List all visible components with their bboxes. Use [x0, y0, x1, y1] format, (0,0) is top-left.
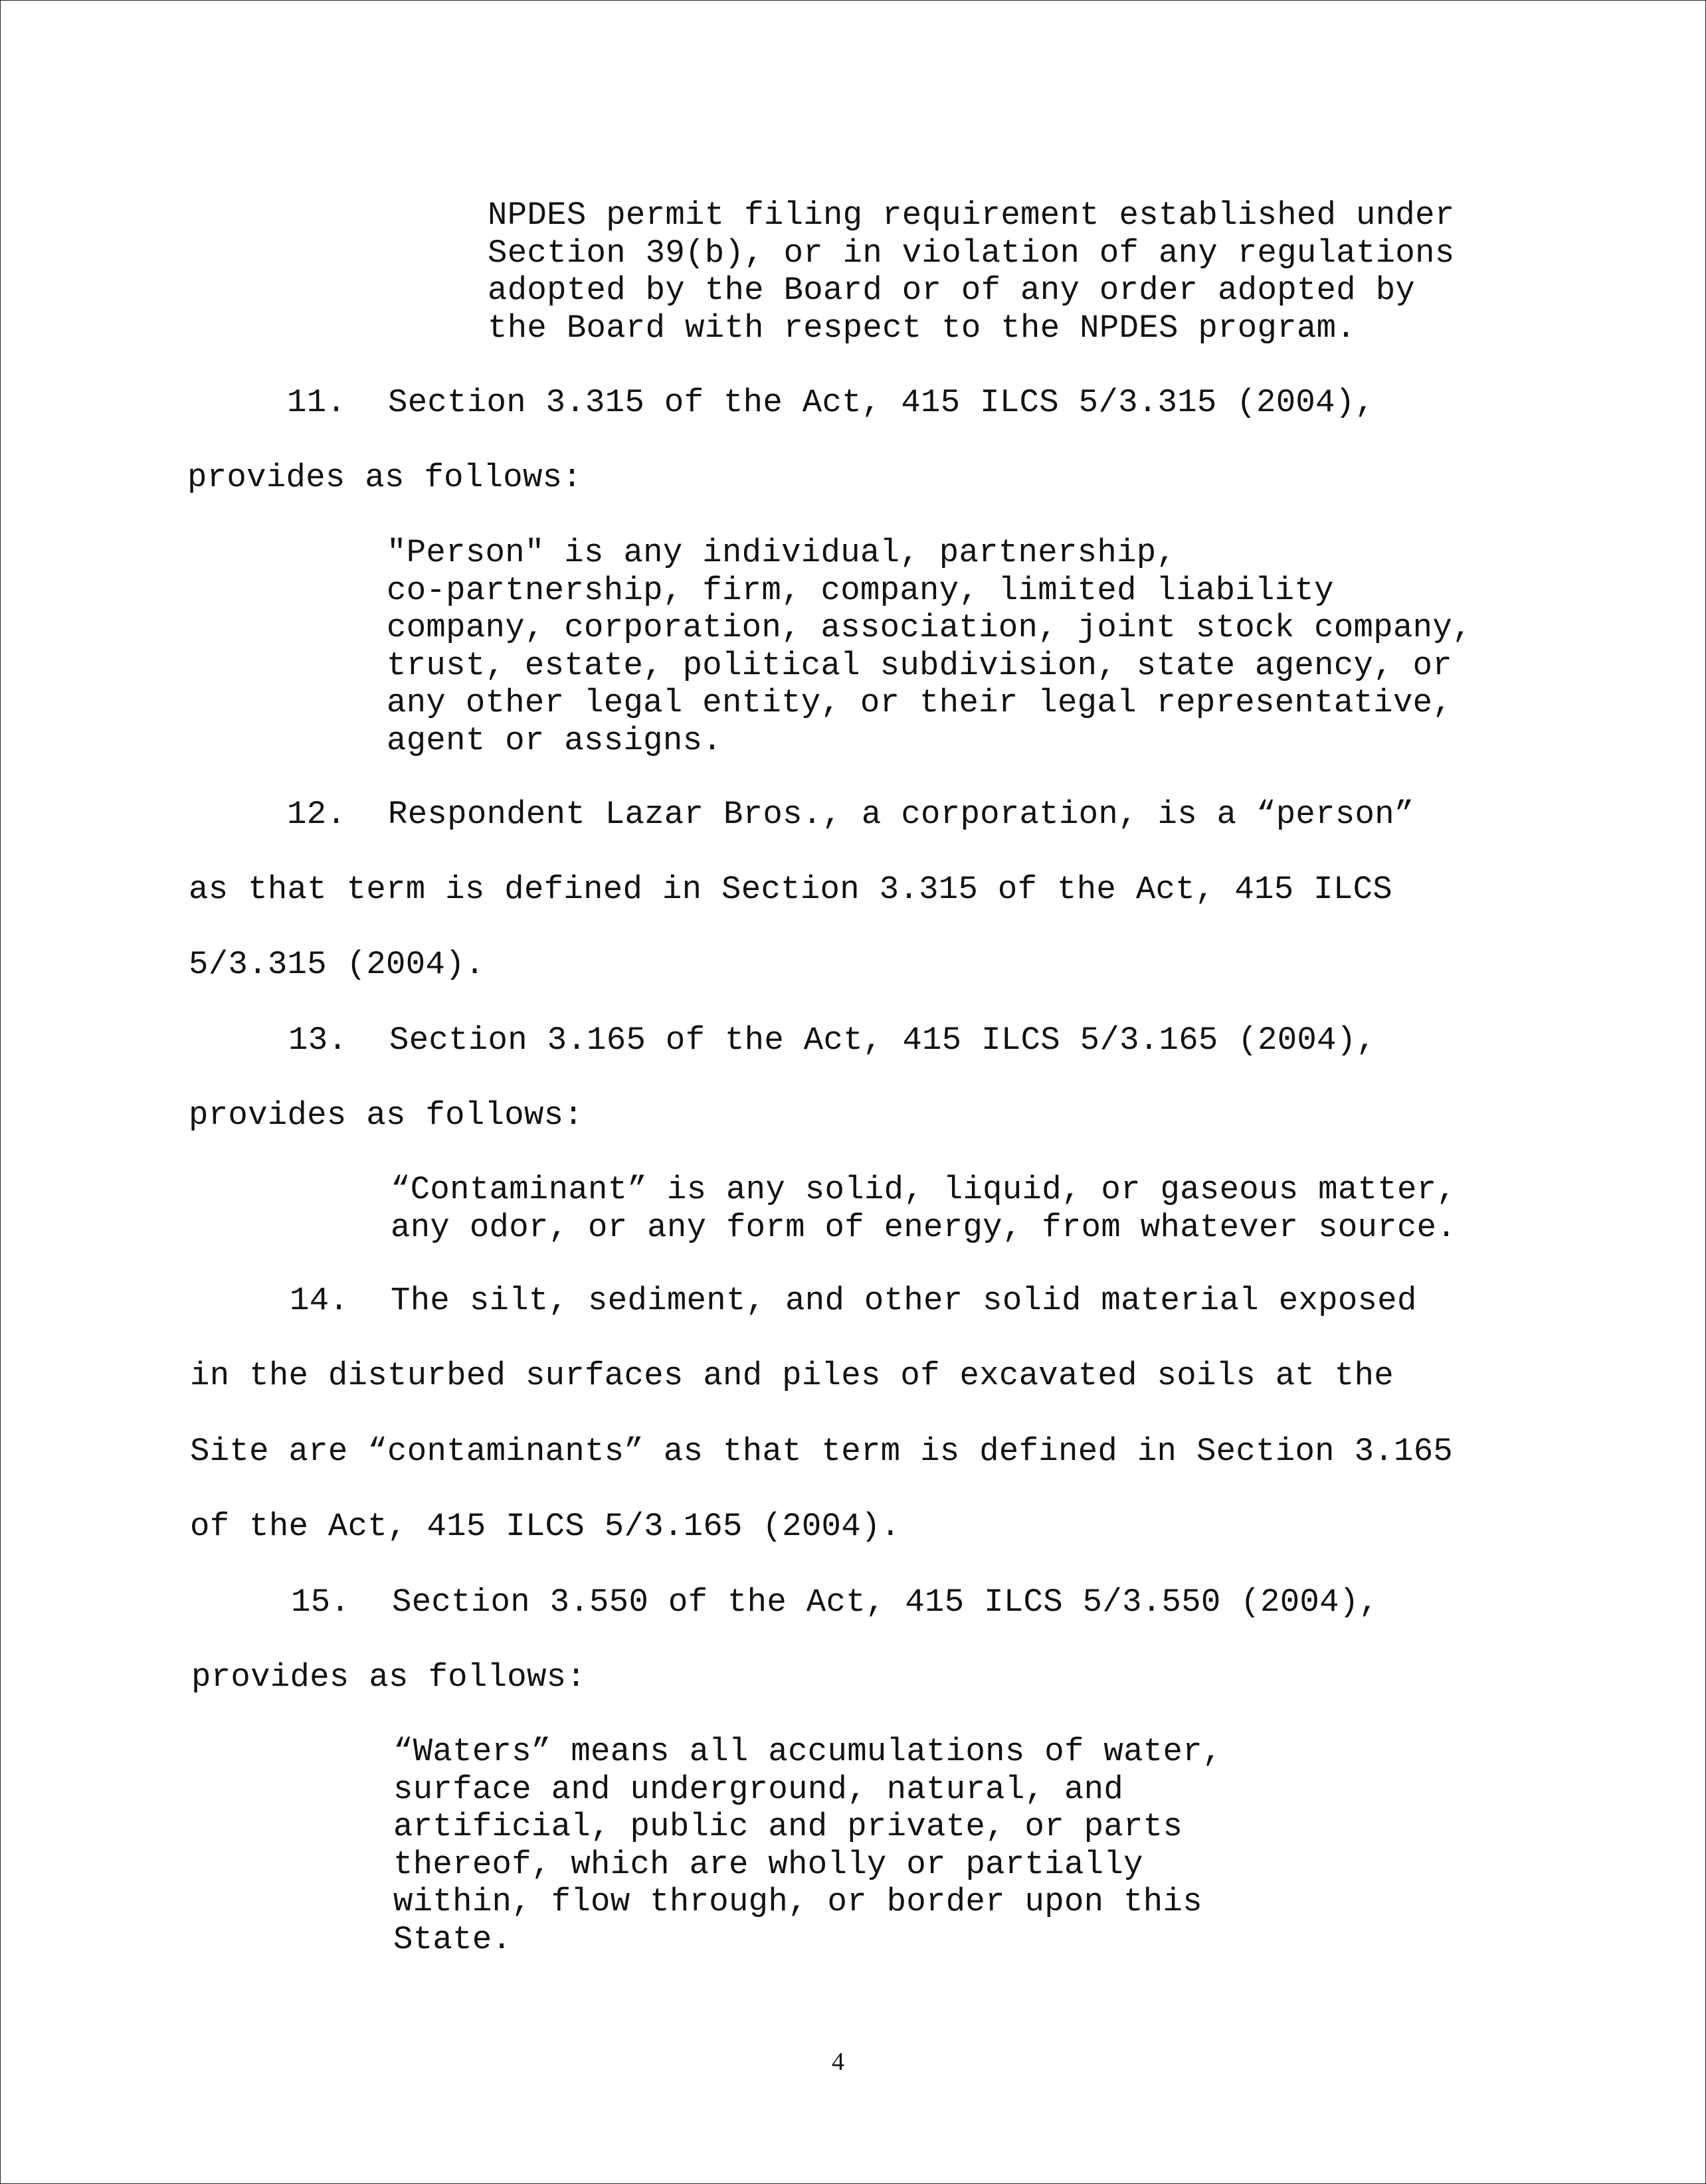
quote-line: agent or assigns.	[387, 721, 722, 759]
paragraph-15-line-1: Section 3.550 of the Act, 415 ILCS 5/3.550 (2004),	[392, 1584, 1379, 1621]
quote-line: surface and underground, natural, and	[393, 1770, 1124, 1808]
paragraph-number-15: 15.	[291, 1584, 351, 1621]
paragraph-number-11: 11.	[287, 384, 347, 421]
quote-line: any odor, or any form of energy, from whatever source.	[391, 1208, 1457, 1246]
paragraph-12-line-1: Respondent Lazar Bros., a corporation, is a “person”	[388, 796, 1414, 833]
paragraph-12-line-3: 5/3.315 (2004).	[189, 946, 485, 983]
quote-line: artificial, public and private, or parts	[393, 1808, 1183, 1845]
paragraph-11-line-1: Section 3.315 of the Act, 415 ILCS 5/3.315 (2004),	[388, 384, 1375, 421]
quote-line: trust, estate, political subdivision, state agency, or	[387, 646, 1453, 684]
paragraph-13-line-2: provides as follows:	[189, 1097, 584, 1134]
quote-line: the Board with respect to the NPDES program.	[488, 309, 1357, 347]
paragraph-12-line-2: as that term is defined in Section 3.315 of the Act, 415 ILCS	[189, 871, 1392, 908]
paragraph-number-14: 14.	[290, 1282, 349, 1319]
quote-line: "Person" is any individual, partnership,	[387, 534, 1177, 571]
paragraph-14-line-2: in the disturbed surfaces and piles of excavated soils at the	[190, 1357, 1394, 1394]
paragraph-11-line-2: provides as follows:	[187, 459, 583, 496]
quote-line: Section 39(b), or in violation of any regulations	[488, 234, 1455, 272]
paragraph-number-12: 12.	[287, 796, 347, 833]
quote-line: State.	[393, 1920, 512, 1958]
quote-line: NPDES permit filing requirement established under	[488, 197, 1455, 234]
quote-waters	[393, 1733, 1222, 1958]
paragraph-number-13: 13.	[288, 1022, 348, 1059]
paragraph-13-line-1: Section 3.165 of the Act, 415 ILCS 5/3.165 (2004),	[389, 1022, 1376, 1059]
quote-npdes	[488, 197, 1455, 347]
quote-line: “Contaminant” is any solid, liquid, or gaseous matter,	[391, 1171, 1457, 1208]
paragraph-14-line-1: The silt, sediment, and other solid material exposed	[391, 1282, 1417, 1319]
paragraph-15-line-2: provides as follows:	[191, 1659, 587, 1696]
quote-line: any other legal entity, or their legal representative,	[387, 684, 1453, 721]
quote-line: “Waters” means all accumulations of water,	[393, 1733, 1222, 1770]
page-number: 4	[832, 2048, 844, 2076]
quote-line: thereof, which are wholly or partially	[393, 1845, 1143, 1883]
quote-person	[387, 534, 1472, 759]
quote-line: adopted by the Board or of any order adopted by	[488, 272, 1416, 309]
paragraph-14-line-4: of the Act, 415 ILCS 5/3.165 (2004).	[190, 1508, 901, 1545]
paragraph-14-line-3: Site are “contaminants” as that term is defined in Section 3.165	[190, 1433, 1454, 1470]
quote-line: company, corporation, association, joint stock company,	[387, 609, 1472, 646]
quote-line: within, flow through, or border upon this	[393, 1883, 1202, 1920]
quote-contaminant	[391, 1171, 1456, 1246]
quote-line: co-partnership, firm, company, limited liability	[387, 571, 1334, 609]
